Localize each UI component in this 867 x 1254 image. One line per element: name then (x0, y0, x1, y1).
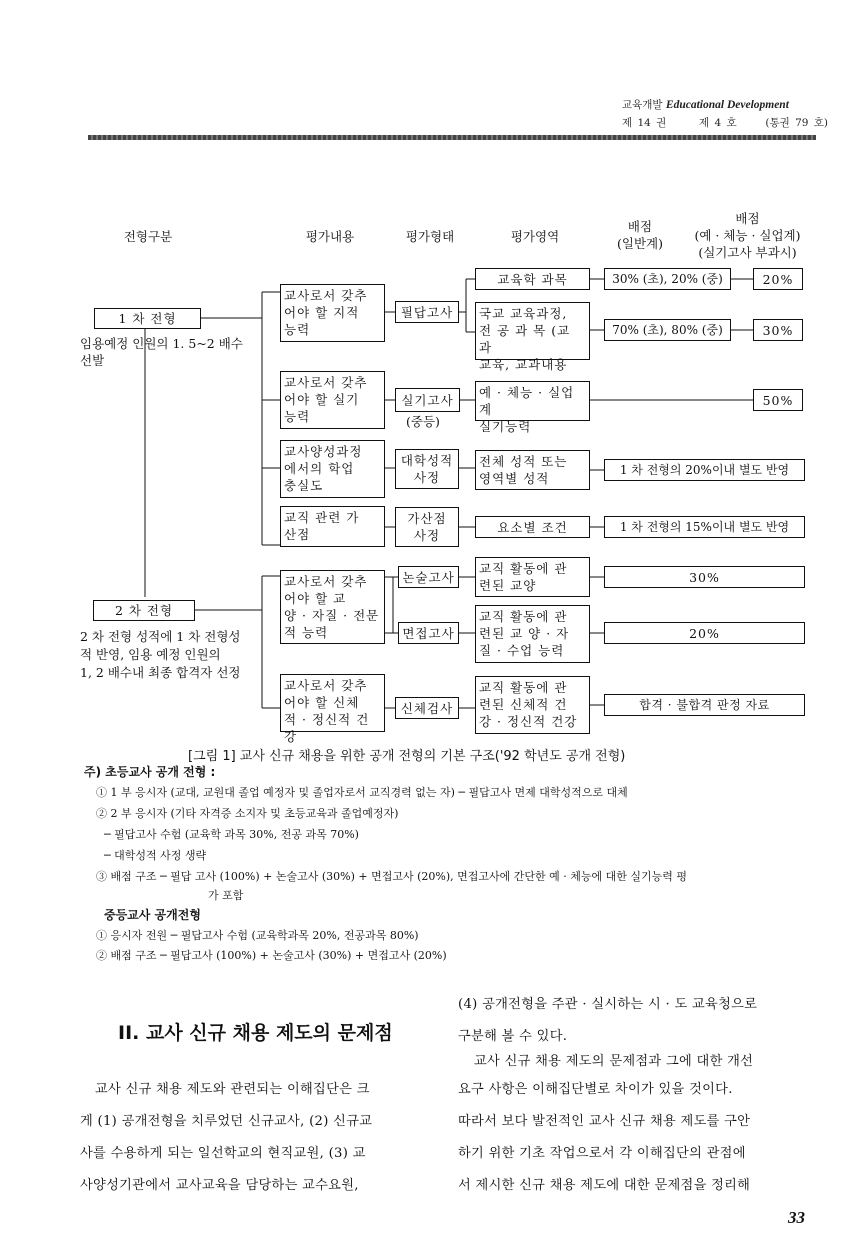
col-head-score-special (675, 210, 820, 261)
area-line: 교육, 교과내용 (479, 357, 568, 372)
col-head-stage: 전형구분 (123, 229, 173, 244)
col-head-score-general-1: 배점 (627, 219, 653, 234)
body-text-right: 요구 사항은 이해집단별로 차이가 있을 것이다. (458, 1082, 733, 1097)
form-practical-note: (중등) (406, 414, 440, 429)
note-line: ─ 필답고사 수험 (교육학 과목 30%, 전공 과목 70%) (104, 828, 359, 841)
area-line: 교직 활동에 관 (479, 609, 568, 624)
form-line: 사정 (413, 528, 441, 543)
content-line: 양 · 자질 · 전문 (284, 608, 380, 623)
area-line: 영역별 성적 (479, 471, 550, 486)
section-title: II. 교사 신규 채용 제도의 문제점 (118, 1022, 393, 1044)
content-line: 어야 할 지적 (284, 305, 360, 320)
content-line: 교사양성과정 (284, 444, 363, 459)
area-line: 강 · 정신적 건강 (479, 714, 578, 729)
area-line: 실기능력 (479, 419, 532, 434)
area-line: 전 공 과 목 (교 과 (479, 323, 571, 355)
content-line: 어야 할 교 (284, 591, 347, 606)
col-head-score-general (605, 218, 675, 252)
note-line: ① 1 부 응시자 (교대, 교원대 졸업 예정자 및 졸업자로서 교직경력 없는 자) ─ 필답고사 면제 대학성적으로 대체 (96, 786, 628, 799)
col-head-form: 평가형태 (405, 229, 455, 244)
col-head-score-special-2: (예 · 체능 · 실업계) (694, 228, 801, 243)
area-line: 질 · 수업 능력 (479, 643, 565, 658)
area-line: 교직 활동에 관 (479, 561, 568, 576)
note-line: ③ 배점 구조 ─ 필답 고사 (100%) + 논술고사 (30%) + 면접고사 (20%), 면접고사에 간단한 예 · 체능에 대한 실기능력 평 (96, 870, 687, 883)
area-practical-skill (475, 381, 590, 434)
content-bonus (280, 506, 385, 547)
content-line: 능력 (284, 322, 311, 337)
body-text-left: 게 (1) 공개전형을 치루었던 신규교사, (2) 신규교 (80, 1114, 373, 1129)
stage2-box: 2 차 전형 (93, 600, 195, 621)
area-conditions: 요소별 조건 (475, 516, 590, 538)
score-bonus: 1 차 전형의 15%이내 별도 반영 (604, 516, 805, 538)
score-grades: 1 차 전형의 20%이내 별도 반영 (604, 459, 805, 481)
note-heading-secondary: 중등교사 공개전형 (104, 908, 201, 922)
area-line: 련된 신체적 건 (479, 697, 568, 712)
content-line: 교사로서 갖추 (284, 288, 368, 303)
content-health (280, 674, 385, 744)
form-practical-exam: 실기고사 (395, 388, 460, 412)
content-practical (280, 371, 385, 429)
score-essay: 30% (604, 566, 805, 588)
content-line: 충실도 (284, 478, 324, 493)
area-line: 련된 교양 (479, 578, 537, 593)
area-line: 전체 성적 또는 (479, 454, 568, 469)
content-line: 에서의 학업 (284, 461, 355, 476)
body-text-left: 교사 신규 채용 제도와 관련되는 이해집단은 크 (95, 1082, 370, 1097)
area-major (475, 302, 590, 372)
body-text-left: 사양성기관에서 교사교육을 담당하는 교수요원, (80, 1178, 359, 1193)
col-head-area: 평가영역 (510, 229, 560, 244)
area-culture (475, 557, 590, 597)
area-teaching-ability (475, 605, 590, 663)
stage1-desc-2: 선발 (80, 353, 105, 368)
content-line: 능력 (284, 409, 311, 424)
area-grades (475, 450, 590, 490)
area-line: 교직 활동에 관 (479, 680, 568, 695)
journal-name-kr: 교육개발 (622, 99, 663, 111)
area-pedagogy: 교육학 과목 (475, 268, 590, 290)
score-interview: 20% (604, 622, 805, 644)
col-head-content: 평가내용 (305, 229, 355, 244)
area-health (475, 676, 590, 734)
note-line: 가 포함 (208, 889, 244, 902)
content-line: 적 · 정신적 건강 (284, 712, 370, 744)
score-physical: 합격 · 불합격 판정 자료 (604, 694, 805, 716)
content-line: 교사로서 갖추 (284, 678, 368, 693)
form-physical-exam: 신체검사 (395, 697, 459, 719)
area-line: 예 · 체능 · 실업계 (479, 385, 575, 417)
col-head-score-special-3: (실기고사 부과시) (698, 245, 797, 260)
score-major-special: 30% (753, 319, 803, 341)
content-line: 어야 할 신체 (284, 695, 360, 710)
content-cultural (280, 570, 385, 644)
form-line: 대학성적 (400, 453, 454, 468)
form-interview: 면접고사 (398, 622, 459, 644)
body-text-right: 서 제시한 신규 채용 제도에 대한 문제점을 정리해 (458, 1178, 751, 1193)
score-practical: 50% (753, 389, 803, 411)
form-bonus-review (395, 507, 459, 547)
form-line: 사정 (413, 470, 441, 485)
stage2-desc-3: 1, 2 배수내 최종 합격자 선정 (80, 665, 241, 680)
body-text-right: (4) 공개전형을 주관 · 실시하는 시 · 도 교육청으로 (458, 997, 758, 1012)
stage1-box: 1 차 전형 (94, 308, 201, 329)
serial: (통권 79 호) (765, 117, 829, 129)
content-line: 적 능력 (284, 625, 329, 640)
content-line: 산점 (284, 527, 311, 542)
body-text-left: 사를 수용하게 되는 일선학교의 현직교원, (3) 교 (80, 1146, 366, 1161)
form-written-exam: 필답고사 (395, 301, 459, 323)
content-line: 교직 관련 가 (284, 510, 360, 525)
stage1-desc-1: 임용예정 인원의 1. 5~2 배수 (80, 336, 243, 351)
form-essay-exam: 논술고사 (398, 566, 459, 588)
area-line: 국교 교육과정, (479, 306, 568, 321)
page-number: 33 (788, 1208, 805, 1227)
body-text-right: 구분해 볼 수 있다. (458, 1029, 568, 1044)
form-grade-review (395, 449, 459, 489)
col-head-score-general-2: (일반계) (617, 236, 663, 251)
content-academic (280, 440, 385, 498)
body-text-right: 교사 신규 채용 제도의 문제점과 그에 대한 개선 (474, 1054, 754, 1069)
score-major-general: 70% (초), 80% (중) (604, 319, 731, 341)
content-intellectual (280, 284, 385, 342)
journal-name-en: Educational Development (665, 99, 789, 111)
stage2-desc-1: 2 차 전형 성적에 1 차 전형성 (80, 629, 241, 644)
note-line: ② 배점 구조 ─ 필답고사 (100%) + 논술고사 (30%) + 면접고사 (20%) (96, 949, 447, 962)
stage2-desc-2: 적 반영, 임용 예정 인원의 (80, 647, 221, 662)
body-text-right: 따라서 보다 발전적인 교사 신규 채용 제도를 구안 (458, 1114, 751, 1129)
score-pedagogy-special: 20% (753, 268, 803, 290)
note-line: ② 2 부 응시자 (기타 자격증 소지자 및 초등교육과 졸업예정자) (96, 807, 399, 820)
volume: 제 14 권 (622, 117, 667, 129)
content-line: 교사로서 갖추 (284, 375, 368, 390)
note-line: ─ 대학성적 사정 생략 (104, 849, 207, 862)
content-line: 어야 할 실기 (284, 392, 360, 407)
score-pedagogy-general: 30% (초), 20% (중) (604, 268, 731, 290)
issue: 제 4 호 (699, 117, 737, 129)
note-line: ① 응시자 전원 ─ 필답고사 수험 (교육학과목 20%, 전공과목 80%) (96, 929, 419, 942)
note-heading-elementary: 주) 초등교사 공개 전형 : (84, 765, 216, 779)
body-text-right: 하기 위한 기초 작업으로서 각 이해집단의 관점에 (458, 1146, 746, 1161)
col-head-score-special-1: 배점 (735, 211, 760, 226)
content-line: 교사로서 갖추 (284, 574, 368, 589)
area-line: 련된 교 양 · 자 (479, 626, 570, 641)
form-line: 가산점 (407, 511, 447, 526)
figure-caption: [그림 1] 교사 신규 채용을 위한 공개 전형의 기본 구조('92 학년도 공개 전형) (188, 749, 626, 764)
